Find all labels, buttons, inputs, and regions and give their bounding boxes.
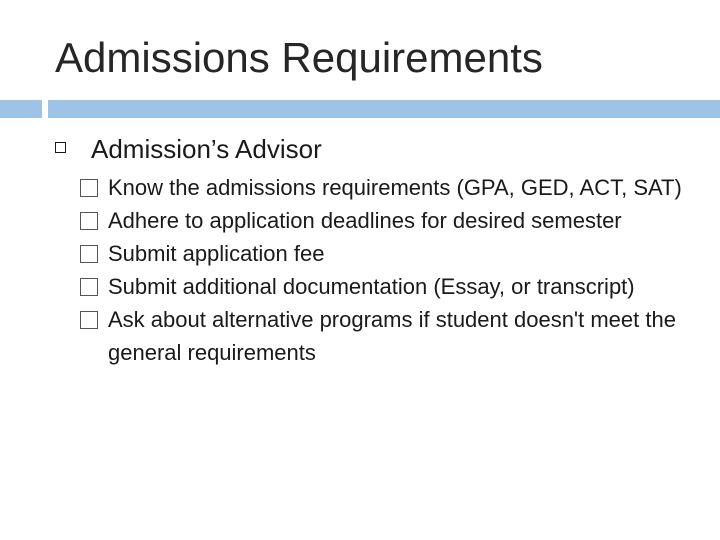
slide-title: Admissions Requirements: [55, 34, 543, 81]
list-item-text: Submit application fee: [108, 241, 325, 266]
list-item-text: Adhere to application deadlines for desired semester: [108, 208, 622, 233]
list-item-text: Ask about alternative programs if student doesn't meet the general requirements: [108, 307, 676, 365]
title-rule-right: [48, 100, 720, 118]
checkbox-bullet-icon: [80, 245, 98, 263]
list-item: [108, 303, 698, 369]
checkbox-bullet-icon: [80, 311, 98, 329]
title-rule-left: [0, 100, 42, 118]
section-heading: Admission’s Advisor: [91, 134, 322, 164]
checkbox-bullet-icon: [80, 179, 98, 197]
list-item-text: Submit additional documentation (Essay, or transcript): [108, 274, 635, 299]
checkbox-bullet-icon: [80, 278, 98, 296]
list-item: [108, 270, 698, 303]
list-item-text: Know the admissions requirements (GPA, GED, ACT, SAT): [108, 175, 682, 200]
heading-bullet-icon: [55, 142, 66, 153]
list-item: [108, 204, 698, 237]
list-item: [108, 237, 698, 270]
checkbox-bullet-icon: [80, 212, 98, 230]
list-item: [108, 171, 698, 204]
requirements-list: [108, 171, 698, 369]
